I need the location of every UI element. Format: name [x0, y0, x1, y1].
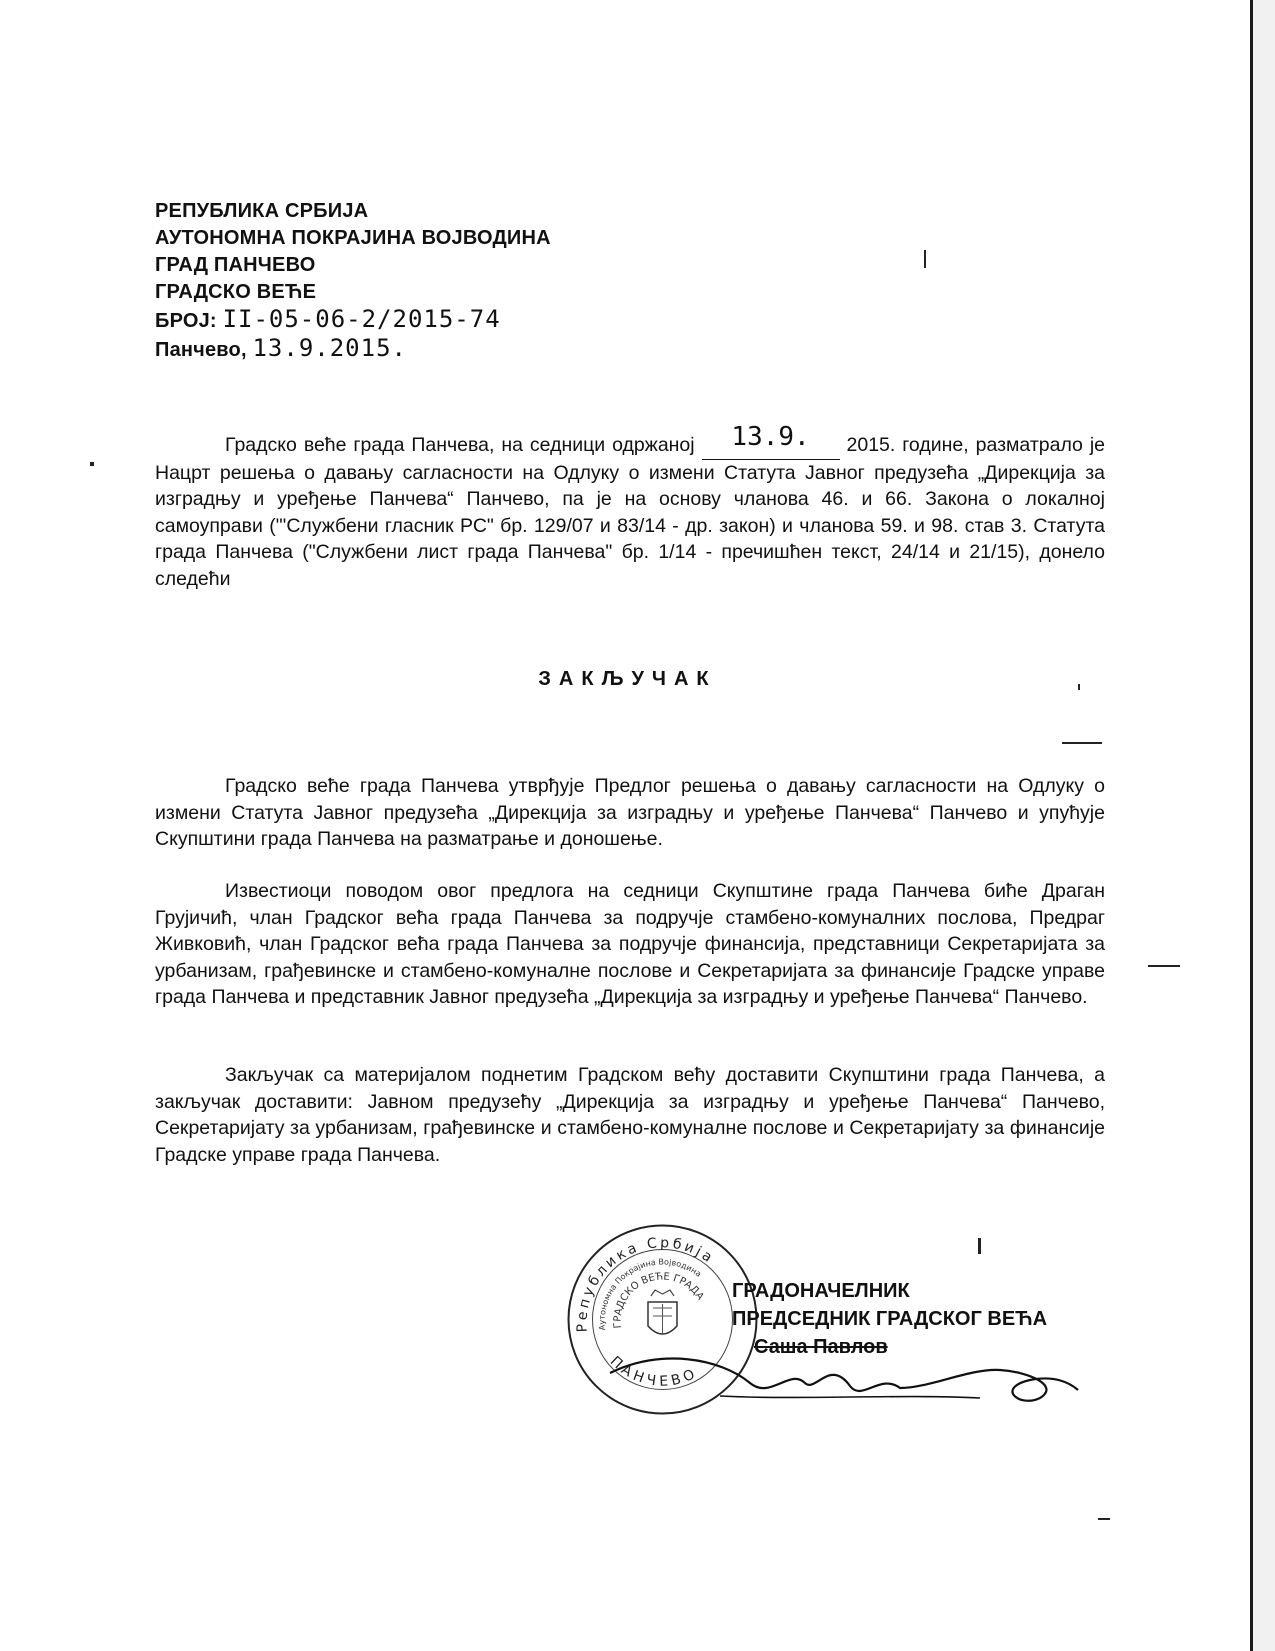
intro-text-before: Градско веће града Панчева, на седници одржаној — [225, 434, 695, 456]
document-title: ЗАКЉУЧАК — [538, 668, 717, 690]
session-date: 13.9. — [731, 422, 810, 452]
header-republic: РЕПУБЛИКА СРБИЈА — [155, 200, 369, 222]
header-number — [155, 306, 551, 335]
number-value: II-05-06-2/2015-74 — [222, 305, 501, 333]
conclusion-paragraph-3 — [155, 1062, 1105, 1168]
signatory-name: Саша Павлов — [754, 1336, 888, 1358]
intro-paragraph — [155, 422, 1106, 592]
scan-speck — [924, 250, 926, 268]
scan-edge — [1253, 0, 1275, 1651]
intro-text-after: 2015. године, разматрало је Нацрт решења о давању сагласности на Одлуку о измени Статута Јавног предузећа „Дирекција за изградњу и уређење Панчева“ Панчево, па је на основу чланова 46. и 66. Закона о локалној самоуправи ("'Службени гласник РС" бр. 129/07 и 83/14 - др. закон) и чланова 59. и 98. став 3. Статута града Панчева ("Службени лист града Панчева" бр. 1/14 - пречишћен текст, 24/14 и 21/15), донело следећи — [155, 434, 1106, 590]
place: Панчево, — [155, 339, 247, 361]
conclusion-paragraph-2 — [155, 878, 1105, 1011]
stamp-bottom-text: ПАНЧЕВО — [606, 1353, 702, 1390]
header-city: ГРАД ПАНЧЕВО — [155, 254, 316, 276]
session-date-field — [702, 422, 840, 460]
header-place-date — [155, 335, 551, 364]
handwritten-date: 13.9.2015. — [252, 334, 407, 362]
conclusion-paragraph-1 — [155, 773, 1105, 853]
header-province: АУТОНОМНА ПОКРАЈИНА ВОЈВОДИНА — [155, 227, 551, 249]
scan-speck — [1148, 965, 1180, 967]
paragraph-2-text: Известиоци поводом овог предлога на седници Скупштине града Панчева биће Драган Грујичић, члан Градског већа града Панчева за подручје стамбено-комуналних послова, Предраг Живковић, члан Градског већа града Панчева за подручје финансија, представници Секретаријата за урбанизам, грађевинске и стамбено-комуналне послове и Секретаријата за финансије Градске управе града Панчева и представник Јавног предузећа „Дирекција за изградњу и уређење Панчева“ Панчево. — [155, 880, 1105, 1008]
scan-speck — [1062, 742, 1102, 744]
signatory-role-president: ПРЕДСЕДНИК ГРАДСКОГ ВЕЋА — [732, 1308, 1048, 1330]
stamp-middle-text: Аутономна Покрајина Војводина — [597, 1257, 703, 1331]
header-council: ГРАДСКО ВЕЋЕ — [155, 281, 317, 303]
scan-speck — [1078, 684, 1080, 690]
paragraph-1-text: Градско веће града Панчева утврђује Предлог решења о давању сагласности на Одлуку о измени Статута Јавног предузећа „Дирекција за изградњу и уређење Панчева“ Панчево и упућује Скупштини града Панчева на разматрање и доношење. — [155, 775, 1105, 850]
scan-speck — [1098, 1518, 1110, 1520]
paragraph-3-text: Закључак са материјалом поднетим Градском већу доставити Скупштини града Панчева, а закључак доставити: Јавном предузећу „Дирекција за изградњу и уређење Панчева“ Панчево, Секретаријату за урбанизам, грађевинске и стамбено-комуналне послове и Секретаријату за финансије Градске управе града Панчева. — [155, 1064, 1105, 1166]
scan-speck — [90, 462, 94, 466]
stamp-inner-text: ГРАДСКО ВЕЋЕ ГРАДА — [612, 1271, 706, 1329]
document-header — [155, 198, 551, 364]
handwritten-signature — [600, 1328, 1080, 1418]
stamp-outer-text: Република Србија — [574, 1235, 718, 1333]
scan-speck — [978, 1238, 981, 1254]
svg-text:ГРАДСКО ВЕЋЕ ГРАДА — [612, 1271, 705, 1328]
signatory-role-mayor: ГРАДОНАЧЕЛНИК — [732, 1280, 910, 1302]
number-label: БРОЈ: — [155, 310, 217, 332]
